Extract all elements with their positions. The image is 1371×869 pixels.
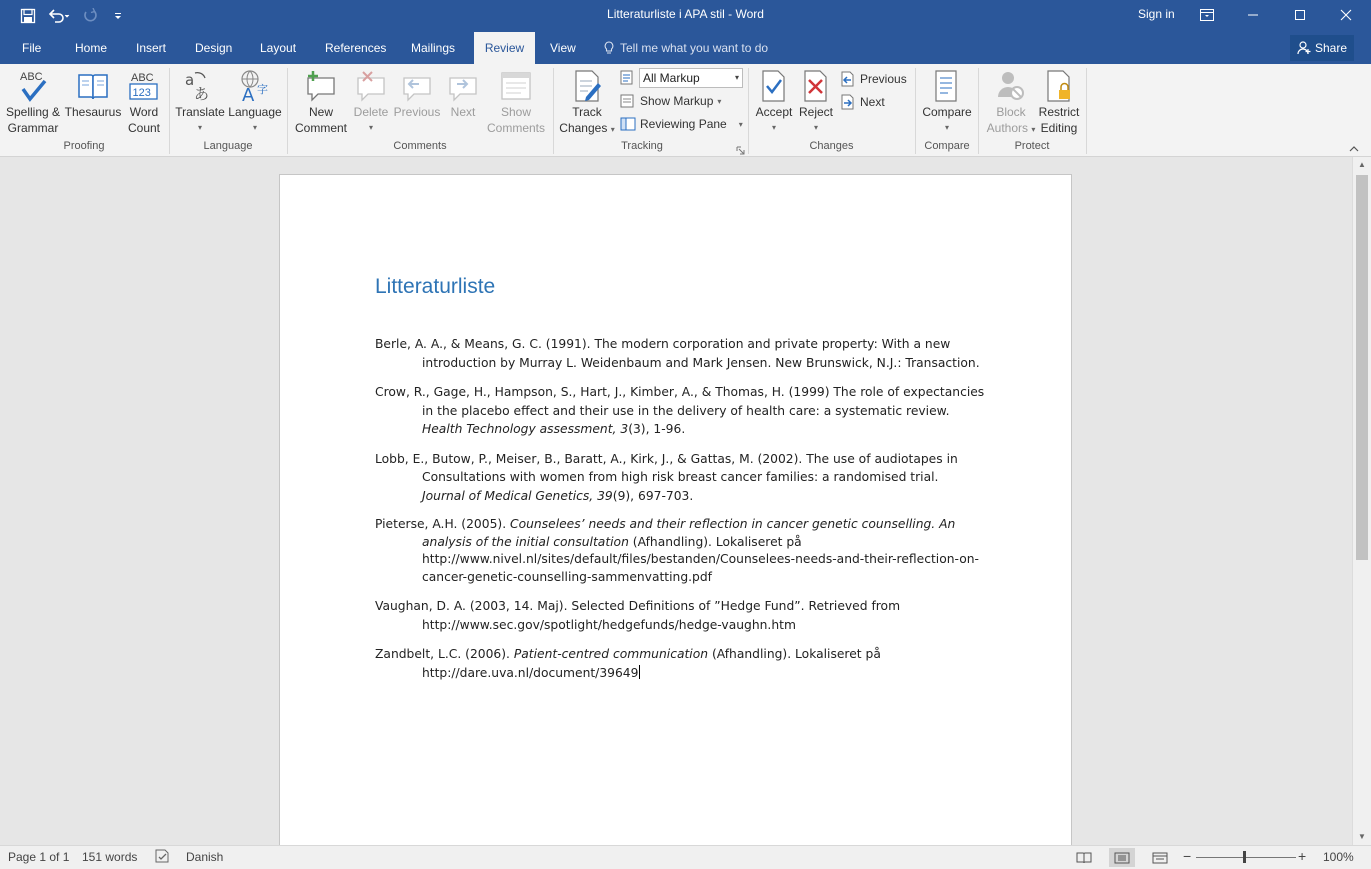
previous-label: Previous <box>393 105 441 119</box>
compare-icon <box>918 68 976 104</box>
ribbon-display-options-icon[interactable] <box>1184 0 1230 30</box>
delete-comment-button[interactable] <box>350 68 392 136</box>
svg-text:A: A <box>242 85 255 103</box>
previous-change-button[interactable] <box>840 69 907 89</box>
translate-icon <box>174 68 226 104</box>
word-count[interactable]: 151 words <box>82 850 138 864</box>
reference-item: Zandbelt, L.C. (2006). Patient-centred communication (Afhandling). Lokaliseret på http://dare.uva.nl/document/39649 <box>375 647 881 680</box>
title-bar <box>0 0 1371 32</box>
language-group-label: Language <box>203 140 253 152</box>
next-change-button[interactable] <box>840 92 885 112</box>
show-comments-icon <box>484 68 548 104</box>
close-icon[interactable] <box>1323 0 1369 30</box>
previous-comment-button[interactable] <box>392 68 442 120</box>
person-icon <box>1297 41 1311 55</box>
chevron-down-icon: ▾ <box>734 73 739 82</box>
restrict-editing-button[interactable] <box>1034 68 1084 136</box>
block-authors-label-1: Block <box>996 105 1026 119</box>
proofing-group-label: Proofing <box>63 140 105 152</box>
language-label: Language <box>228 105 282 119</box>
reference-list <box>375 335 985 693</box>
show-markup-icon <box>620 93 636 109</box>
document-canvas <box>0 157 1352 845</box>
language-button[interactable] <box>226 68 284 136</box>
status-bar <box>0 845 1371 869</box>
show-markup-button[interactable] <box>620 91 721 111</box>
scroll-up-icon[interactable]: ▲ <box>1358 160 1366 169</box>
language-status[interactable]: Danish <box>186 850 224 864</box>
chevron-down-icon: ▾ <box>738 119 743 129</box>
redo-icon[interactable] <box>76 4 104 28</box>
chevron-down-icon: ▾ <box>717 96 722 106</box>
delete-dropdown-icon: ▾ <box>368 123 373 132</box>
tell-me-text: Tell me what you want to do <box>620 40 769 55</box>
thesaurus-label: Thesaurus <box>64 105 122 119</box>
block-authors-label-2: Authors ▾ <box>986 121 1036 135</box>
accept-label: Accept <box>755 105 793 119</box>
vertical-scrollbar[interactable] <box>1352 157 1371 845</box>
tab-home[interactable]: Home <box>75 41 108 55</box>
svg-text:123: 123 <box>132 87 151 99</box>
language-icon <box>226 68 284 104</box>
zoom-in-icon[interactable]: + <box>1298 848 1307 864</box>
word-count-button[interactable] <box>122 68 166 136</box>
group-divider <box>1086 68 1087 154</box>
book-icon <box>64 68 122 104</box>
share-label: Share <box>1314 41 1348 55</box>
track-changes-button[interactable] <box>558 68 616 138</box>
thesaurus-button[interactable] <box>64 68 122 120</box>
show-comments-button[interactable] <box>484 68 548 136</box>
accept-icon <box>752 68 796 104</box>
collapse-ribbon-icon[interactable] <box>1349 142 1359 156</box>
spelling-check-icon <box>4 68 62 104</box>
next-label: Next <box>450 105 476 119</box>
reviewing-pane-label: Reviewing Pane <box>640 117 727 131</box>
tab-file[interactable]: File <box>22 41 42 55</box>
scroll-down-icon[interactable]: ▼ <box>1358 832 1366 841</box>
display-for-review-select[interactable] <box>639 68 743 88</box>
translate-label: Translate <box>175 105 225 119</box>
tell-me-search[interactable] <box>604 32 768 64</box>
save-icon[interactable] <box>14 4 42 28</box>
compare-button[interactable] <box>918 68 976 136</box>
accept-dropdown-icon: ▾ <box>771 123 776 132</box>
tab-layout[interactable]: Layout <box>260 41 297 55</box>
markup-dropdown-icon <box>620 70 636 89</box>
tab-view[interactable]: View <box>550 41 576 55</box>
comments-group-label: Comments <box>393 140 447 152</box>
compare-group-label: Compare <box>924 140 970 152</box>
read-mode-icon[interactable] <box>1071 848 1097 867</box>
print-layout-icon[interactable] <box>1109 848 1135 867</box>
tab-review[interactable]: Review <box>474 32 535 64</box>
reviewing-pane-icon <box>620 116 636 132</box>
document-title: Litteraturliste i APA stil - Word <box>607 7 764 21</box>
ribbon-tabs <box>0 32 1371 64</box>
markup-select-value: All Markup <box>643 71 700 85</box>
track-changes-label-1: Track <box>572 105 602 119</box>
page-heading: Litteraturliste <box>375 275 496 298</box>
previous-change-icon <box>840 71 856 87</box>
word-count-label-1: Word <box>129 105 159 119</box>
tab-references[interactable]: References <box>325 41 387 55</box>
reviewing-pane-button[interactable] <box>620 114 743 134</box>
lightbulb-icon <box>604 41 614 55</box>
changes-group-label: Changes <box>809 140 854 152</box>
restrict-editing-label-1: Restrict <box>1038 105 1080 119</box>
delete-label: Delete <box>353 105 389 119</box>
zoom-slider[interactable] <box>1196 857 1296 858</box>
new-comment-icon <box>292 68 350 104</box>
tab-insert[interactable]: Insert <box>136 41 167 55</box>
reject-icon <box>796 68 836 104</box>
compare-dropdown-icon: ▾ <box>944 123 949 132</box>
next-change-label: Next <box>860 95 885 109</box>
track-changes-label-2: Changes ▾ <box>559 121 615 135</box>
next-comment-icon <box>442 68 484 104</box>
tracking-group-label: Tracking <box>621 140 663 152</box>
zoom-out-icon[interactable]: − <box>1183 848 1192 864</box>
scrollbar-thumb[interactable] <box>1356 175 1368 560</box>
svg-text:ABC: ABC <box>20 71 43 83</box>
reference-item: Lobb, E., Butow, P., Meiser, B., Baratt, A., Kirk, J., & Gattas, M. (2002). The use of audiotapes in Consultations with women from high risk breast cancer families: a randomised trial. Journal of Medical Genetics, 39(9), 697-703. <box>375 451 958 503</box>
proofing-status-icon[interactable] <box>155 849 171 866</box>
restrict-editing-label-2: Editing <box>1040 121 1078 135</box>
reject-dropdown-icon: ▾ <box>813 123 818 132</box>
delete-comment-icon <box>350 68 392 104</box>
tab-design[interactable]: Design <box>195 41 233 55</box>
tab-mailings[interactable]: Mailings <box>411 41 456 55</box>
spelling-label-1: Spelling & <box>5 105 61 119</box>
ribbon <box>0 64 1371 157</box>
page-count[interactable]: Page 1 of 1 <box>8 850 70 864</box>
reject-button[interactable] <box>796 68 836 136</box>
document-page[interactable] <box>279 174 1072 845</box>
text-cursor <box>639 665 640 679</box>
translate-button[interactable] <box>174 68 226 136</box>
show-comments-label-2: Comments <box>486 121 545 135</box>
reference-item: Crow, R., Gage, H., Hampson, S., Hart, J., Kimber, A., & Thomas, H. (1999) The role of expectancies in the placebo effect and their use in the delivery of health care: a systematic review. Health Technology assessment, 3(3), 1-96. <box>375 385 985 436</box>
reject-label: Reject <box>798 105 833 119</box>
accept-button[interactable] <box>752 68 796 136</box>
block-authors-button[interactable] <box>982 68 1040 138</box>
svg-text:ABC: ABC <box>131 72 154 84</box>
spelling-grammar-button[interactable] <box>4 68 62 136</box>
undo-icon[interactable] <box>42 4 76 28</box>
protect-group-label: Protect <box>1014 140 1050 152</box>
compare-label: Compare <box>922 105 972 119</box>
quick-access-toolbar <box>14 4 132 28</box>
maximize-icon[interactable] <box>1277 0 1323 30</box>
show-markup-label: Show Markup <box>640 94 714 108</box>
lock-document-icon <box>1034 68 1084 104</box>
previous-change-label: Previous <box>860 72 907 86</box>
svg-text:字: 字 <box>257 83 268 96</box>
svg-text:a: a <box>185 71 195 89</box>
translate-dropdown-icon: ▾ <box>197 123 202 132</box>
new-comment-button[interactable] <box>292 68 350 136</box>
block-authors-icon <box>982 68 1040 104</box>
share-button[interactable] <box>1290 35 1354 61</box>
new-comment-label-2: Comment <box>294 121 347 135</box>
show-comments-label-1: Show <box>500 105 532 119</box>
word-count-icon <box>122 68 166 104</box>
spelling-label-2: Grammar <box>7 121 59 135</box>
svg-text:あ: あ <box>194 85 210 103</box>
zoom-level[interactable]: 100% <box>1323 850 1354 864</box>
customize-qat-icon[interactable] <box>104 4 132 28</box>
next-change-icon <box>840 94 856 110</box>
new-comment-label-1: New <box>308 105 333 119</box>
reference-item: Vaughan, D. A. (2003, 14. Maj). Selected Definitions of ”Hedge Fund”. Retrieved from http://www.sec.gov/spotlight/hedgefunds/hedge-vaughn.htm <box>375 599 901 632</box>
next-comment-button[interactable] <box>442 68 484 120</box>
minimize-icon[interactable] <box>1230 0 1276 30</box>
track-changes-icon <box>558 68 616 104</box>
sign-in-link[interactable]: Sign in <box>1138 7 1175 21</box>
tracking-options-launcher-icon[interactable] <box>736 144 745 158</box>
reference-item: Berle, A. A., & Means, G. C. (1991). The modern corporation and private property: With a new introduction by Murray L. Weidenbaum and Mark Jensen. New Brunswick, N.J.: Transaction. <box>375 337 980 370</box>
previous-comment-icon <box>392 68 442 104</box>
web-layout-icon[interactable] <box>1147 848 1173 867</box>
language-dropdown-icon: ▾ <box>252 123 257 132</box>
zoom-slider-thumb[interactable] <box>1243 851 1246 863</box>
reference-item: Pieterse, A.H. (2005). Counselees’ needs and their reflection in cancer genetic counselling. An analysis of the initial consultation (Afhandling). Lokaliseret på http://www.nivel.nl/sites/default/files/bestanden/Counselees-needs-and-their-reflection-on-cancer-genetic-counselling-sammenvatting.pdf <box>375 517 979 584</box>
word-count-label-2: Count <box>127 121 161 135</box>
